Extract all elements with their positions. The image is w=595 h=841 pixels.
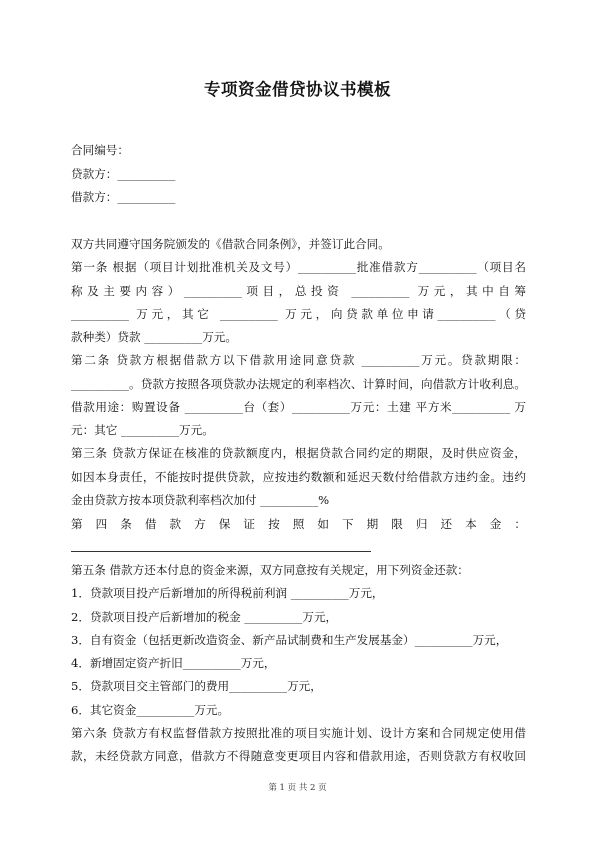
article-5-item: 2．贷款项目投产后新增加的税金 __________万元， [71,610,338,624]
article-4-blank-rule [71,551,371,552]
article-2-line: 第二条 贷款方根据借款方以下借款用途同意贷款 __________万元。贷款期限： [71,353,526,367]
article-1-line: 称及主要内容）__________项目，总投资 __________ 万元，其中自筹 [71,284,526,298]
article-1-line: 款种类）贷款 __________万元。 [71,330,237,344]
article-2-line: 借款用途：购置设备 __________台（套）__________万元：土建 平方米__________ 万 [71,400,526,414]
page-footer: 第 1 页 共 2 页 [268,783,327,793]
article-5-item: 3．自有资金（包括更新改造资金、新产品试制费和生产发展基金）__________万元， [71,633,508,647]
article-6-line: 第六条 贷款方有权监督借款方按照批准的项目实施计划、设计方案和合同规定使用借 [71,726,526,740]
article-5-item: 6．其它资金__________万元。 [71,703,230,717]
article-2-line: __________。贷款方按照各项贷款办法规定的利率档次、计算时间，向借款方计收利息。 [71,377,526,391]
article-6-line: 款，未经贷款方同意，借款方不得随意变更项目内容和借款用途，否则贷款方有权收回 [71,749,526,763]
contract-number-field: 合同编号： [71,143,129,157]
article-3-line: 如因本身责任，不能按时提供贷款，应按违约数额和延迟天数付给借款方违约金。违约 [71,470,526,484]
article-1-line: __________ 万元，其它 __________ 万元，向贷款单位申请__________（贷 [71,307,526,321]
article-3-line: 第三条 贷款方保证在核准的贷款额度内，根据贷款合同约定的期限，及时供应资金， [71,446,526,460]
article-2-line: 元：其它 __________万元。 [71,423,214,437]
intro-paragraph: 双方共同遵守国务院颁发的《借款合同条例》，并签订此合同。 [71,237,390,251]
document-title: 专项资金借贷协议书模板 [204,80,391,99]
article-3-line: 金由贷款方按本项贷款利率档次加付 __________% [71,493,330,507]
article-5-item: 5．贷款项目交主管部门的费用__________万元， [71,679,322,693]
article-5-item: 1．贷款项目投产后新增加的所得税前利润 __________万元， [71,586,384,600]
article-5-item: 4．新增固定资产折旧__________万元， [71,656,276,670]
borrower-field: 借款方：__________ [71,190,176,204]
article-4-line: 第四条借款方保证按照如下期限归还本金： [71,517,526,531]
article-1-line: 第一条 根据（项目计划批准机关及文号）__________批准借款方__________（项目名 [71,260,526,274]
article-5-intro: 第五条 借款方还本付息的资金来源，双方同意按有关规定，用下列资金还款： [71,563,469,577]
lender-field: 贷款方：__________ [71,167,176,181]
